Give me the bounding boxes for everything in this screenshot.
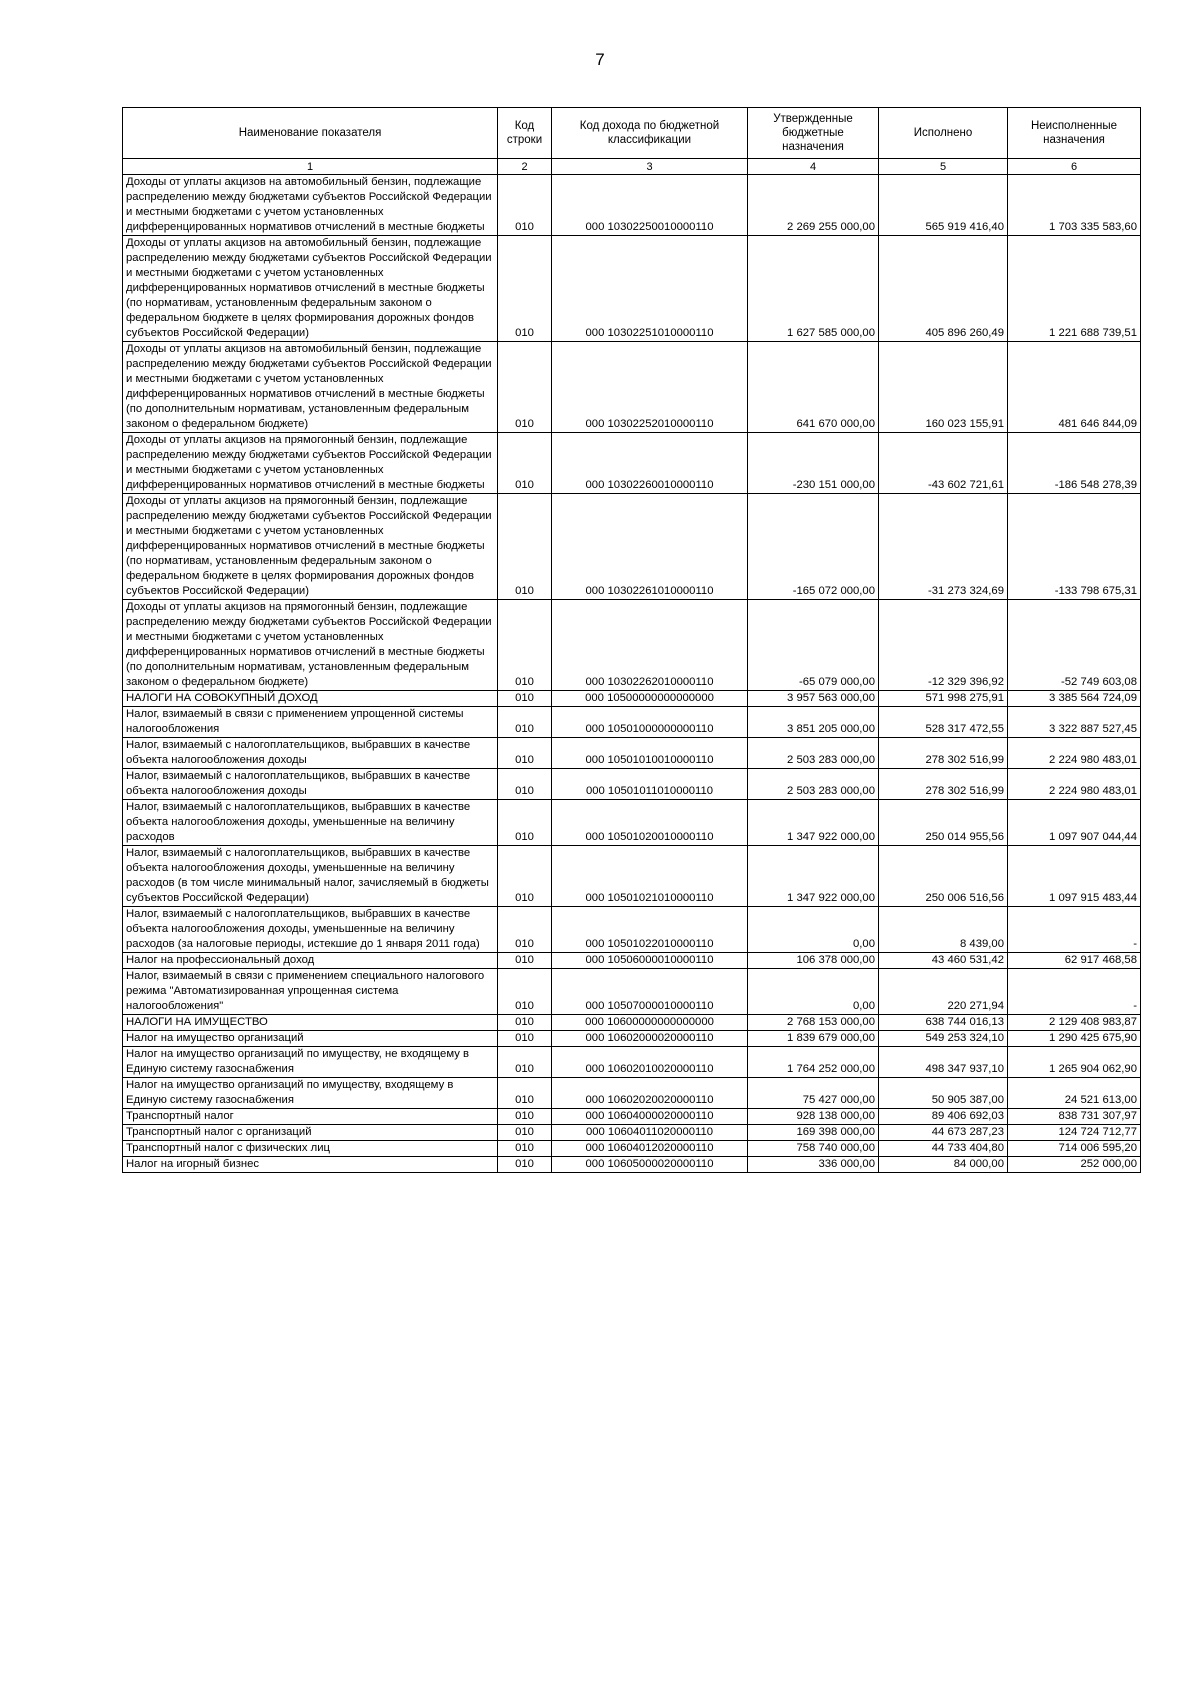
row-executed-amount: 50 905 387,00: [879, 1078, 1008, 1109]
table-row: [123, 969, 1141, 1015]
header-indicator-name: Наименование показателя: [123, 108, 498, 159]
row-executed-amount: -12 329 396,92: [879, 600, 1008, 691]
row-indicator-name: Транспортный налог: [123, 1109, 498, 1125]
row-line-code: 010: [498, 1157, 552, 1173]
row-line-code: 010: [498, 600, 552, 691]
table-row: [123, 1157, 1141, 1173]
column-number: 2: [498, 159, 552, 175]
row-income-code: 000 10302250010000110: [552, 175, 748, 236]
column-number-row: [123, 159, 1141, 175]
table-row: [123, 707, 1141, 738]
row-line-code: 010: [498, 691, 552, 707]
table-row: [123, 953, 1141, 969]
header-approved: Утвержденные бюджетные назначения: [748, 108, 879, 159]
table-row: [123, 769, 1141, 800]
header-unexecuted: Неисполненные назначения: [1008, 108, 1141, 159]
table-row: [123, 433, 1141, 494]
row-line-code: 010: [498, 1078, 552, 1109]
column-number: 4: [748, 159, 879, 175]
table-row: [123, 1031, 1141, 1047]
row-indicator-name: Налог на игорный бизнес: [123, 1157, 498, 1173]
row-approved-amount: 3 851 205 000,00: [748, 707, 879, 738]
row-executed-amount: 250 014 955,56: [879, 800, 1008, 846]
table-row: [123, 494, 1141, 600]
row-approved-amount: 1 764 252 000,00: [748, 1047, 879, 1078]
row-line-code: 010: [498, 1031, 552, 1047]
row-unexecuted-amount: 2 224 980 483,01: [1008, 738, 1141, 769]
header-row: [123, 108, 1141, 159]
row-approved-amount: 2 503 283 000,00: [748, 769, 879, 800]
row-line-code: 010: [498, 846, 552, 907]
row-income-code: 000 10501022010000110: [552, 907, 748, 953]
row-line-code: 010: [498, 953, 552, 969]
table-row: [123, 236, 1141, 342]
row-approved-amount: 1 627 585 000,00: [748, 236, 879, 342]
row-indicator-name: Налог, взимаемый с налогоплательщиков, выбравших в качестве объекта налогообложения доходы, уменьшенные на величину расходов: [123, 800, 498, 846]
row-indicator-name: Налог, взимаемый в связи с применением специального налогового режима "Автоматизированная упрощенная система налогообложения": [123, 969, 498, 1015]
table-body: [123, 175, 1141, 1173]
row-indicator-name: Налог, взимаемый с налогоплательщиков, выбравших в качестве объекта налогообложения доходы: [123, 769, 498, 800]
row-line-code: 010: [498, 175, 552, 236]
row-line-code: 010: [498, 236, 552, 342]
row-income-code: 000 10501010010000110: [552, 738, 748, 769]
row-income-code: 000 10602000020000110: [552, 1031, 748, 1047]
row-unexecuted-amount: 124 724 712,77: [1008, 1125, 1141, 1141]
row-approved-amount: 1 839 679 000,00: [748, 1031, 879, 1047]
table-row: [123, 1109, 1141, 1125]
table-row: [123, 600, 1141, 691]
row-income-code: 000 10600000000000000: [552, 1015, 748, 1031]
row-unexecuted-amount: -133 798 675,31: [1008, 494, 1141, 600]
row-approved-amount: -165 072 000,00: [748, 494, 879, 600]
table-row: [123, 691, 1141, 707]
row-line-code: 010: [498, 1125, 552, 1141]
row-income-code: 000 10302252010000110: [552, 342, 748, 433]
row-approved-amount: 641 670 000,00: [748, 342, 879, 433]
row-approved-amount: 758 740 000,00: [748, 1141, 879, 1157]
row-line-code: 010: [498, 800, 552, 846]
row-income-code: 000 10604000020000110: [552, 1109, 748, 1125]
row-income-code: 000 10302260010000110: [552, 433, 748, 494]
row-approved-amount: -230 151 000,00: [748, 433, 879, 494]
row-income-code: 000 10602010020000110: [552, 1047, 748, 1078]
row-executed-amount: 278 302 516,99: [879, 738, 1008, 769]
row-unexecuted-amount: -52 749 603,08: [1008, 600, 1141, 691]
row-income-code: 000 10604012020000110: [552, 1141, 748, 1157]
row-indicator-name: Налог на имущество организаций по имуществу, входящему в Единую систему газоснабжения: [123, 1078, 498, 1109]
row-executed-amount: -43 602 721,61: [879, 433, 1008, 494]
row-income-code: 000 10507000010000110: [552, 969, 748, 1015]
header-income-code: Код дохода по бюджетной классификации: [552, 108, 748, 159]
row-executed-amount: 84 000,00: [879, 1157, 1008, 1173]
row-indicator-name: Доходы от уплаты акцизов на прямогонный бензин, подлежащие распределению между бюджетами субъектов Российской Федерации и местными бюджетами с учетом установленных дифференцированных нормативов отчислений в местные бюджеты (по нормативам, установленным федеральным законом о федеральном бюджете в целях формирования дорожных фондов субъектов Российской Федерации): [123, 494, 498, 600]
row-unexecuted-amount: 1 265 904 062,90: [1008, 1047, 1141, 1078]
table-row: [123, 846, 1141, 907]
row-indicator-name: Доходы от уплаты акцизов на прямогонный бензин, подлежащие распределению между бюджетами субъектов Российской Федерации и местными бюджетами с учетом установленных дифференцированных нормативов отчислений в местные бюджеты: [123, 433, 498, 494]
table-row: [123, 1078, 1141, 1109]
row-approved-amount: 2 503 283 000,00: [748, 738, 879, 769]
row-approved-amount: 106 378 000,00: [748, 953, 879, 969]
row-income-code: 000 10501000000000110: [552, 707, 748, 738]
row-unexecuted-amount: 1 221 688 739,51: [1008, 236, 1141, 342]
row-income-code: 000 10501020010000110: [552, 800, 748, 846]
row-executed-amount: 44 733 404,80: [879, 1141, 1008, 1157]
row-approved-amount: 1 347 922 000,00: [748, 846, 879, 907]
column-number: 5: [879, 159, 1008, 175]
row-indicator-name: Транспортный налог с физических лиц: [123, 1141, 498, 1157]
column-number: 6: [1008, 159, 1141, 175]
row-unexecuted-amount: 3 385 564 724,09: [1008, 691, 1141, 707]
row-indicator-name: НАЛОГИ НА ИМУЩЕСТВО: [123, 1015, 498, 1031]
row-executed-amount: 498 347 937,10: [879, 1047, 1008, 1078]
row-executed-amount: 565 919 416,40: [879, 175, 1008, 236]
table-row: [123, 342, 1141, 433]
row-unexecuted-amount: 1 097 907 044,44: [1008, 800, 1141, 846]
row-unexecuted-amount: 1 097 915 483,44: [1008, 846, 1141, 907]
row-indicator-name: Доходы от уплаты акцизов на автомобильный бензин, подлежащие распределению между бюджетами субъектов Российской Федерации и местными бюджетами с учетом установленных дифференцированных нормативов отчислений в местные бюджеты (по дополнительным нормативам, установленным федеральным законом о федеральном бюджете): [123, 342, 498, 433]
row-approved-amount: 169 398 000,00: [748, 1125, 879, 1141]
row-executed-amount: 220 271,94: [879, 969, 1008, 1015]
row-line-code: 010: [498, 707, 552, 738]
table-row: [123, 907, 1141, 953]
row-indicator-name: Транспортный налог с организаций: [123, 1125, 498, 1141]
row-unexecuted-amount: 1 703 335 583,60: [1008, 175, 1141, 236]
row-executed-amount: -31 273 324,69: [879, 494, 1008, 600]
row-line-code: 010: [498, 494, 552, 600]
row-line-code: 010: [498, 1141, 552, 1157]
row-line-code: 010: [498, 433, 552, 494]
table-row: [123, 175, 1141, 236]
header-line-code: Код строки: [498, 108, 552, 159]
row-approved-amount: 1 347 922 000,00: [748, 800, 879, 846]
row-unexecuted-amount: 481 646 844,09: [1008, 342, 1141, 433]
row-income-code: 000 10302262010000110: [552, 600, 748, 691]
row-income-code: 000 10604011020000110: [552, 1125, 748, 1141]
table-row: [123, 738, 1141, 769]
row-line-code: 010: [498, 1015, 552, 1031]
row-executed-amount: 638 744 016,13: [879, 1015, 1008, 1031]
row-line-code: 010: [498, 907, 552, 953]
row-income-code: 000 10501021010000110: [552, 846, 748, 907]
row-approved-amount: 3 957 563 000,00: [748, 691, 879, 707]
row-executed-amount: 43 460 531,42: [879, 953, 1008, 969]
row-executed-amount: 8 439,00: [879, 907, 1008, 953]
row-indicator-name: Доходы от уплаты акцизов на автомобильный бензин, подлежащие распределению между бюджетами субъектов Российской Федерации и местными бюджетами с учетом установленных дифференцированных нормативов отчислений в местные бюджеты (по нормативам, установленным федеральным законом о федеральном бюджете в целях формирования дорожных фондов субъектов Российской Федерации): [123, 236, 498, 342]
row-line-code: 010: [498, 342, 552, 433]
row-unexecuted-amount: 2 224 980 483,01: [1008, 769, 1141, 800]
row-unexecuted-amount: 838 731 307,97: [1008, 1109, 1141, 1125]
row-approved-amount: 0,00: [748, 969, 879, 1015]
row-income-code: 000 10500000000000000: [552, 691, 748, 707]
row-indicator-name: Доходы от уплаты акцизов на прямогонный бензин, подлежащие распределению между бюджетами субъектов Российской Федерации и местными бюджетами с учетом установленных дифференцированных нормативов отчислений в местные бюджеты (по дополнительным нормативам, установленным федеральным законом о федеральном бюджете): [123, 600, 498, 691]
row-indicator-name: Налог, взимаемый в связи с применением упрощенной системы налогообложения: [123, 707, 498, 738]
row-unexecuted-amount: 252 000,00: [1008, 1157, 1141, 1173]
row-indicator-name: Налог, взимаемый с налогоплательщиков, выбравших в качестве объекта налогообложения доходы: [123, 738, 498, 769]
row-approved-amount: -65 079 000,00: [748, 600, 879, 691]
row-income-code: 000 10602020020000110: [552, 1078, 748, 1109]
row-approved-amount: 2 269 255 000,00: [748, 175, 879, 236]
row-indicator-name: Доходы от уплаты акцизов на автомобильный бензин, подлежащие распределению между бюджетами субъектов Российской Федерации и местными бюджетами с учетом установленных дифференцированных нормативов отчислений в местные бюджеты: [123, 175, 498, 236]
header-executed: Исполнено: [879, 108, 1008, 159]
row-unexecuted-amount: 3 322 887 527,45: [1008, 707, 1141, 738]
row-unexecuted-amount: 2 129 408 983,87: [1008, 1015, 1141, 1031]
row-executed-amount: 44 673 287,23: [879, 1125, 1008, 1141]
column-number: 1: [123, 159, 498, 175]
row-executed-amount: 278 302 516,99: [879, 769, 1008, 800]
row-executed-amount: 405 896 260,49: [879, 236, 1008, 342]
row-income-code: 000 10501011010000110: [552, 769, 748, 800]
row-indicator-name: Налог на имущество организаций: [123, 1031, 498, 1047]
row-executed-amount: 571 998 275,91: [879, 691, 1008, 707]
row-line-code: 010: [498, 738, 552, 769]
row-approved-amount: 336 000,00: [748, 1157, 879, 1173]
table-row: [123, 1015, 1141, 1031]
row-executed-amount: 160 023 155,91: [879, 342, 1008, 433]
row-approved-amount: 2 768 153 000,00: [748, 1015, 879, 1031]
page-number: 7: [595, 50, 605, 69]
row-approved-amount: 75 427 000,00: [748, 1078, 879, 1109]
row-indicator-name: НАЛОГИ НА СОВОКУПНЫЙ ДОХОД: [123, 691, 498, 707]
row-unexecuted-amount: -: [1008, 907, 1141, 953]
row-executed-amount: 549 253 324,10: [879, 1031, 1008, 1047]
table-row: [123, 800, 1141, 846]
row-income-code: 000 10302251010000110: [552, 236, 748, 342]
budget-execution-table: [122, 107, 1141, 1173]
table-row: [123, 1141, 1141, 1157]
row-executed-amount: 250 006 516,56: [879, 846, 1008, 907]
row-indicator-name: Налог, взимаемый с налогоплательщиков, выбравших в качестве объекта налогообложения доходы, уменьшенные на величину расходов (в том числе минимальный налог, зачисляемый в бюджеты субъектов Российской Федерации): [123, 846, 498, 907]
row-executed-amount: 89 406 692,03: [879, 1109, 1008, 1125]
row-income-code: 000 10506000010000110: [552, 953, 748, 969]
column-number: 3: [552, 159, 748, 175]
row-unexecuted-amount: 24 521 613,00: [1008, 1078, 1141, 1109]
row-unexecuted-amount: 1 290 425 675,90: [1008, 1031, 1141, 1047]
row-unexecuted-amount: 62 917 468,58: [1008, 953, 1141, 969]
row-line-code: 010: [498, 769, 552, 800]
row-indicator-name: Налог на имущество организаций по имуществу, не входящему в Единую систему газоснабжения: [123, 1047, 498, 1078]
row-unexecuted-amount: -186 548 278,39: [1008, 433, 1141, 494]
table-row: [123, 1125, 1141, 1141]
row-unexecuted-amount: -: [1008, 969, 1141, 1015]
row-executed-amount: 528 317 472,55: [879, 707, 1008, 738]
row-income-code: 000 10605000020000110: [552, 1157, 748, 1173]
table-row: [123, 1047, 1141, 1078]
row-approved-amount: 928 138 000,00: [748, 1109, 879, 1125]
row-line-code: 010: [498, 1109, 552, 1125]
row-line-code: 010: [498, 1047, 552, 1078]
row-income-code: 000 10302261010000110: [552, 494, 748, 600]
row-indicator-name: Налог на профессиональный доход: [123, 953, 498, 969]
row-indicator-name: Налог, взимаемый с налогоплательщиков, выбравших в качестве объекта налогообложения доходы, уменьшенные на величину расходов (за налоговые периоды, истекшие до 1 января 2011 года): [123, 907, 498, 953]
row-line-code: 010: [498, 969, 552, 1015]
row-approved-amount: 0,00: [748, 907, 879, 953]
row-unexecuted-amount: 714 006 595,20: [1008, 1141, 1141, 1157]
